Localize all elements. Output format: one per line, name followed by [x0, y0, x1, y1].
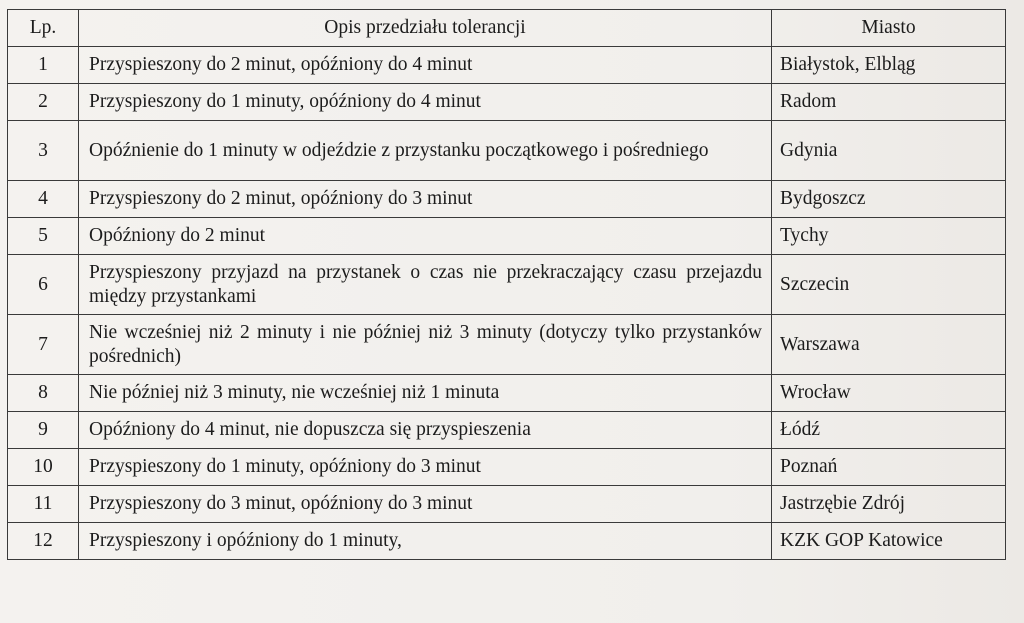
- table-row: [8, 449, 1006, 486]
- cell-miasto: KZK GOP Katowice: [772, 523, 1006, 560]
- cell-opis: Opóźniony do 2 minut: [79, 218, 772, 255]
- cell-miasto: Tychy: [772, 218, 1006, 255]
- header-miasto: Miasto: [772, 10, 1006, 47]
- cell-opis: Przyspieszony do 3 minut, opóźniony do 3 minut: [79, 486, 772, 523]
- cell-lp: 2: [8, 84, 79, 121]
- cell-opis: Przyspieszony i opóźniony do 1 minuty,: [79, 523, 772, 560]
- cell-lp: 9: [8, 412, 79, 449]
- cell-lp: 8: [8, 375, 79, 412]
- table-row: [8, 47, 1006, 84]
- cell-opis: Przyspieszony do 1 minuty, opóźniony do 3 minut: [79, 449, 772, 486]
- cell-opis: Nie wcześniej niż 2 minuty i nie później niż 3 minuty (dotyczy tylko przystanków pośrednich): [79, 315, 772, 375]
- table-row: [8, 84, 1006, 121]
- cell-opis: Nie później niż 3 minuty, nie wcześniej niż 1 minuta: [79, 375, 772, 412]
- table-row: [8, 315, 1006, 375]
- table-row: [8, 255, 1006, 315]
- cell-lp: 12: [8, 523, 79, 560]
- cell-miasto: Gdynia: [772, 121, 1006, 181]
- table-row: [8, 412, 1006, 449]
- cell-opis: Przyspieszony do 1 minuty, opóźniony do 4 minut: [79, 84, 772, 121]
- table-row: [8, 523, 1006, 560]
- table-row: [8, 486, 1006, 523]
- cell-lp: 7: [8, 315, 79, 375]
- cell-lp: 6: [8, 255, 79, 315]
- cell-miasto: Poznań: [772, 449, 1006, 486]
- cell-opis: Przyspieszony do 2 minut, opóźniony do 3 minut: [79, 181, 772, 218]
- cell-miasto: Warszawa: [772, 315, 1006, 375]
- cell-miasto: Bydgoszcz: [772, 181, 1006, 218]
- table-row: [8, 121, 1006, 181]
- cell-opis: Opóźniony do 4 minut, nie dopuszcza się przyspieszenia: [79, 412, 772, 449]
- table-row: [8, 218, 1006, 255]
- table-header-row: [8, 10, 1006, 47]
- cell-lp: 3: [8, 121, 79, 181]
- cell-lp: 5: [8, 218, 79, 255]
- cell-lp: 11: [8, 486, 79, 523]
- cell-miasto: Jastrzębie Zdrój: [772, 486, 1006, 523]
- cell-lp: 10: [8, 449, 79, 486]
- cell-miasto: Radom: [772, 84, 1006, 121]
- cell-opis: Przyspieszony do 2 minut, opóźniony do 4 minut: [79, 47, 772, 84]
- cell-opis: Opóźnienie do 1 minuty w odjeździe z przystanku początkowego i pośredniego: [79, 121, 772, 181]
- header-lp: Lp.: [8, 10, 79, 47]
- cell-miasto: Wrocław: [772, 375, 1006, 412]
- tolerance-table: [7, 9, 1006, 560]
- cell-opis: Przyspieszony przyjazd na przystanek o czas nie przekraczający czasu przejazdu między przystankami: [79, 255, 772, 315]
- table-row: [8, 375, 1006, 412]
- cell-lp: 1: [8, 47, 79, 84]
- cell-miasto: Szczecin: [772, 255, 1006, 315]
- cell-lp: 4: [8, 181, 79, 218]
- cell-miasto: Łódź: [772, 412, 1006, 449]
- table-row: [8, 181, 1006, 218]
- header-opis: Opis przedziału tolerancji: [79, 10, 772, 47]
- cell-miasto: Białystok, Elbląg: [772, 47, 1006, 84]
